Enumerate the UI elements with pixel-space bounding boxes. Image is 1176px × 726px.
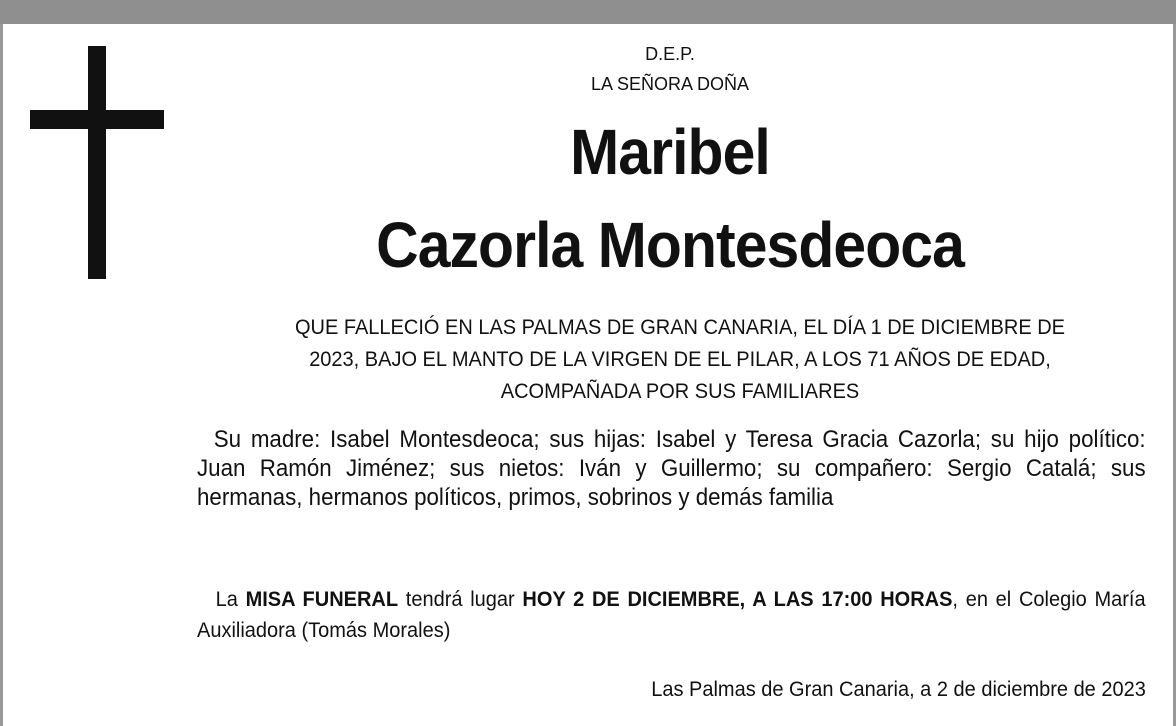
deceased-first-name: Maribel — [570, 116, 770, 188]
place-date-footer: Las Palmas de Gran Canaria, a 2 de diciembre de 2023 — [651, 677, 1146, 701]
family-paragraph: Su madre: Isabel Montesdeoca; sus hijas: Isabel y Teresa Gracia Cazorla; su hijo político: Juan Ramón Jiménez; sus nietos: Iván y Guillermo; su compañero: Sergio Catalá; sus hermanas, hermanos políticos, primos, sobrinos y demás familia — [197, 426, 1146, 511]
funeral-event: MISA FUNERAL — [245, 587, 399, 611]
dep-heading: D.E.P. — [645, 44, 695, 64]
announcement-line: ACOMPAÑADA POR SUS FAMILIARES — [500, 379, 860, 403]
funeral-datetime: HOY 2 DE DICIEMBRE, A LAS 17:00 HORAS — [522, 587, 953, 611]
death-announcement — [234, 311, 1127, 407]
funeral-paragraph — [197, 584, 1146, 646]
announcement-line: 2023, BAJO EL MANTO DE LA VIRGEN DE EL PILAR, A LOS 71 AÑOS DE EDAD, — [309, 347, 1051, 371]
top-frame-bar — [0, 0, 1176, 24]
funeral-middle: tendrá lugar — [398, 587, 523, 611]
deceased-surnames: Cazorla Montesdeoca — [376, 209, 964, 281]
cross-icon — [30, 46, 164, 279]
funeral-location: , en el Colegio María Auxiliadora (Tomás Morales) — [197, 587, 1146, 642]
honorific-heading: LA SEÑORA DOÑA — [590, 74, 750, 94]
left-frame-border — [0, 24, 3, 726]
cross-horizontal-beam — [30, 110, 164, 129]
cross-vertical-beam — [88, 46, 106, 279]
announcement-line: QUE FALLECIÓ EN LAS PALMAS DE GRAN CANARIA, EL DÍA 1 DE DICIEMBRE DE — [294, 315, 1066, 339]
funeral-prefix: La — [215, 587, 246, 611]
